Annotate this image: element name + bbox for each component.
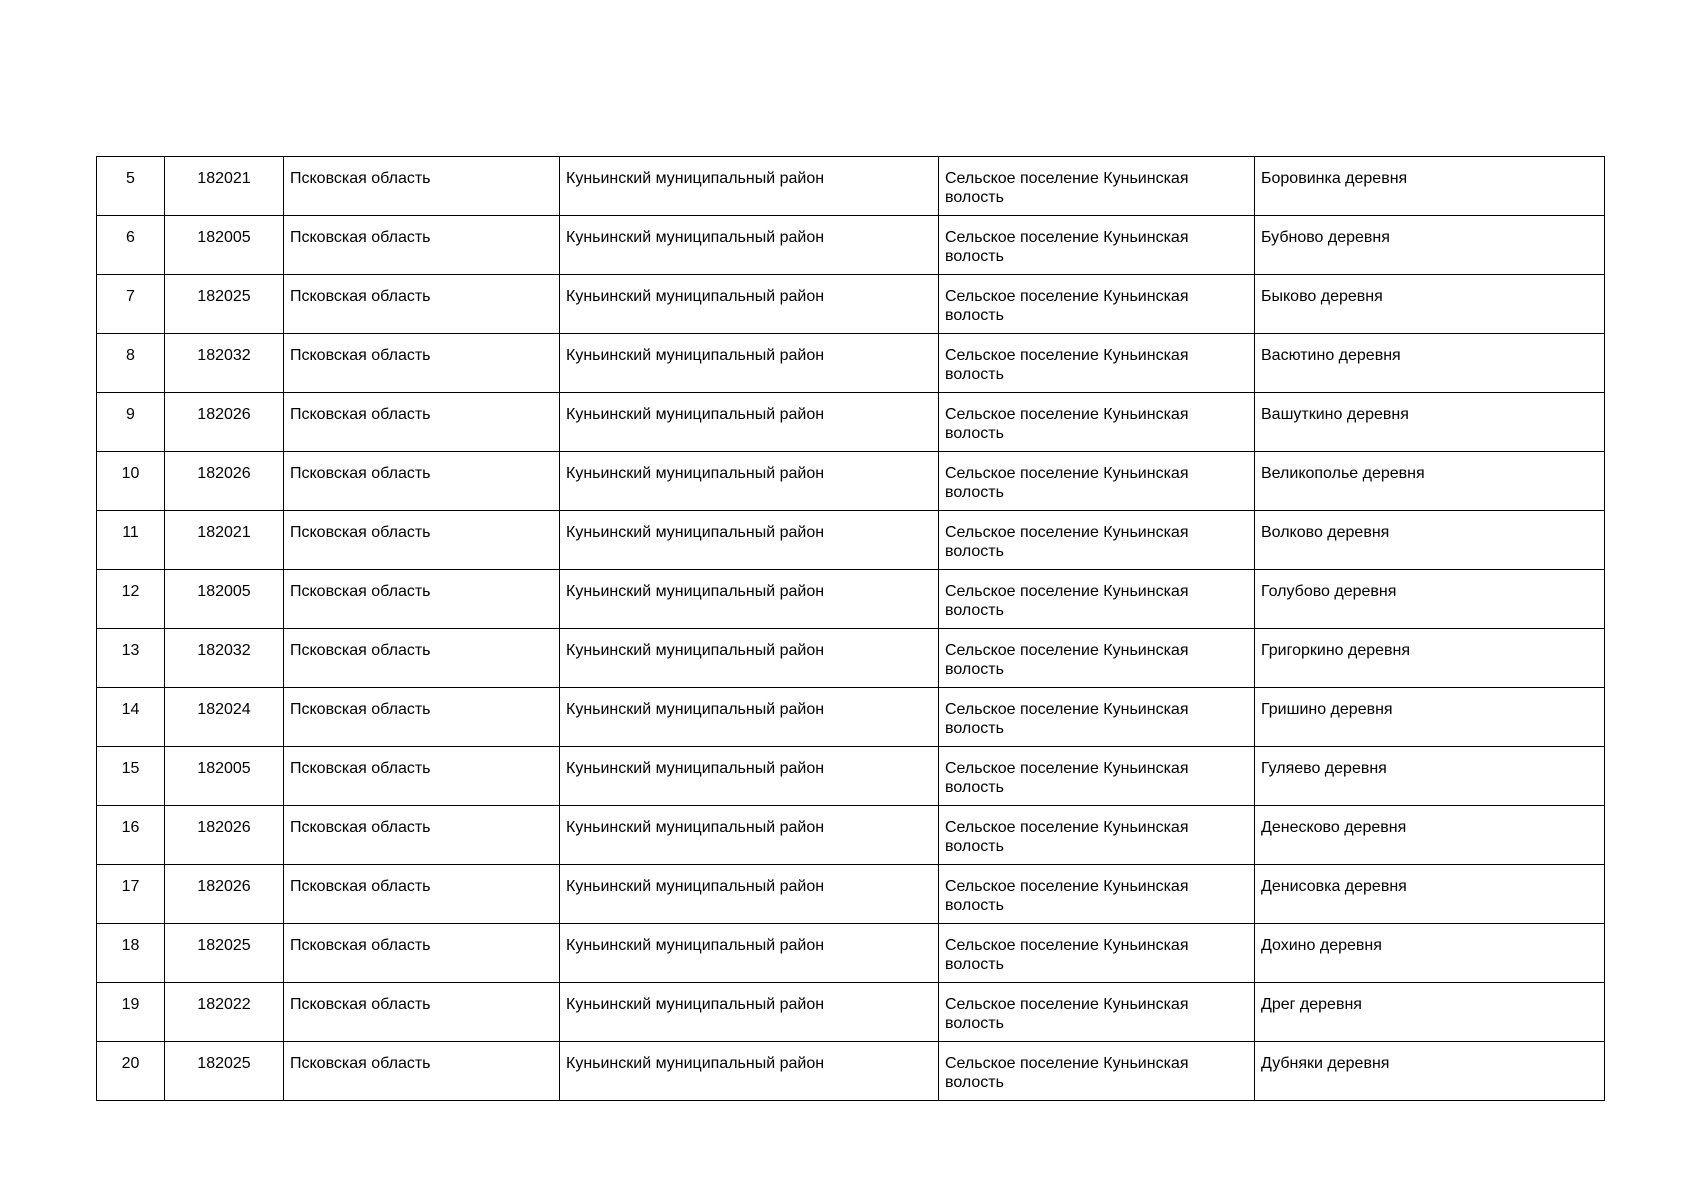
row-number-cell: 20 xyxy=(97,1042,165,1101)
settlement-cell: Сельское поселение Куньинская волость xyxy=(939,688,1255,747)
row-number-cell: 19 xyxy=(97,983,165,1042)
postal-code-cell: 182025 xyxy=(165,275,284,334)
postal-code-cell: 182025 xyxy=(165,1042,284,1101)
district-cell: Куньинский муниципальный район xyxy=(560,806,939,865)
region-cell: Псковская область xyxy=(284,865,560,924)
district-cell: Куньинский муниципальный район xyxy=(560,334,939,393)
locality-cell: Васютино деревня xyxy=(1255,334,1605,393)
settlement-cell: Сельское поселение Куньинская волость xyxy=(939,157,1255,216)
locality-cell: Гуляево деревня xyxy=(1255,747,1605,806)
row-number-cell: 15 xyxy=(97,747,165,806)
postal-code-cell: 182025 xyxy=(165,924,284,983)
row-number-cell: 14 xyxy=(97,688,165,747)
table-row xyxy=(97,983,1605,1042)
table-row xyxy=(97,629,1605,688)
postal-code-cell: 182022 xyxy=(165,983,284,1042)
table-row xyxy=(97,393,1605,452)
region-cell: Псковская область xyxy=(284,1042,560,1101)
district-cell: Куньинский муниципальный район xyxy=(560,452,939,511)
settlement-cell: Сельское поселение Куньинская волость xyxy=(939,216,1255,275)
table-row xyxy=(97,747,1605,806)
settlement-cell: Сельское поселение Куньинская волость xyxy=(939,806,1255,865)
region-cell: Псковская область xyxy=(284,688,560,747)
region-cell: Псковская область xyxy=(284,924,560,983)
district-cell: Куньинский муниципальный район xyxy=(560,983,939,1042)
locality-cell: Денисовка деревня xyxy=(1255,865,1605,924)
region-cell: Псковская область xyxy=(284,452,560,511)
table-row xyxy=(97,511,1605,570)
table-row xyxy=(97,806,1605,865)
postal-code-cell: 182026 xyxy=(165,865,284,924)
region-cell: Псковская область xyxy=(284,511,560,570)
postal-code-cell: 182005 xyxy=(165,747,284,806)
region-cell: Псковская область xyxy=(284,275,560,334)
locality-cell: Быково деревня xyxy=(1255,275,1605,334)
district-cell: Куньинский муниципальный район xyxy=(560,688,939,747)
row-number-cell: 5 xyxy=(97,157,165,216)
table-row xyxy=(97,334,1605,393)
table-row xyxy=(97,275,1605,334)
row-number-cell: 11 xyxy=(97,511,165,570)
region-cell: Псковская область xyxy=(284,747,560,806)
settlement-cell: Сельское поселение Куньинская волость xyxy=(939,629,1255,688)
postal-code-cell: 182024 xyxy=(165,688,284,747)
postal-code-cell: 182032 xyxy=(165,629,284,688)
region-cell: Псковская область xyxy=(284,157,560,216)
settlement-cell: Сельское поселение Куньинская волость xyxy=(939,275,1255,334)
row-number-cell: 16 xyxy=(97,806,165,865)
table-body xyxy=(97,157,1605,1101)
postal-code-cell: 182026 xyxy=(165,452,284,511)
district-cell: Куньинский муниципальный район xyxy=(560,924,939,983)
table-row xyxy=(97,216,1605,275)
row-number-cell: 7 xyxy=(97,275,165,334)
district-cell: Куньинский муниципальный район xyxy=(560,747,939,806)
region-cell: Псковская область xyxy=(284,216,560,275)
row-number-cell: 17 xyxy=(97,865,165,924)
postal-code-cell: 182032 xyxy=(165,334,284,393)
district-cell: Куньинский муниципальный район xyxy=(560,511,939,570)
table-row xyxy=(97,452,1605,511)
settlement-cell: Сельское поселение Куньинская волость xyxy=(939,1042,1255,1101)
locality-cell: Дубняки деревня xyxy=(1255,1042,1605,1101)
postal-code-cell: 182021 xyxy=(165,511,284,570)
district-cell: Куньинский муниципальный район xyxy=(560,865,939,924)
district-cell: Куньинский муниципальный район xyxy=(560,157,939,216)
district-cell: Куньинский муниципальный район xyxy=(560,393,939,452)
settlement-cell: Сельское поселение Куньинская волость xyxy=(939,511,1255,570)
locality-cell: Вашуткино деревня xyxy=(1255,393,1605,452)
district-cell: Куньинский муниципальный район xyxy=(560,1042,939,1101)
region-cell: Псковская область xyxy=(284,334,560,393)
locality-cell: Денесково деревня xyxy=(1255,806,1605,865)
settlement-cell: Сельское поселение Куньинская волость xyxy=(939,865,1255,924)
table-row xyxy=(97,688,1605,747)
row-number-cell: 13 xyxy=(97,629,165,688)
settlement-cell: Сельское поселение Куньинская волость xyxy=(939,334,1255,393)
row-number-cell: 10 xyxy=(97,452,165,511)
region-cell: Псковская область xyxy=(284,806,560,865)
table-row xyxy=(97,1042,1605,1101)
locality-cell: Бубново деревня xyxy=(1255,216,1605,275)
settlement-cell: Сельское поселение Куньинская волость xyxy=(939,983,1255,1042)
settlements-table xyxy=(96,156,1605,1101)
postal-code-cell: 182005 xyxy=(165,570,284,629)
settlement-cell: Сельское поселение Куньинская волость xyxy=(939,924,1255,983)
region-cell: Псковская область xyxy=(284,983,560,1042)
row-number-cell: 8 xyxy=(97,334,165,393)
postal-code-cell: 182005 xyxy=(165,216,284,275)
locality-cell: Гришино деревня xyxy=(1255,688,1605,747)
region-cell: Псковская область xyxy=(284,629,560,688)
row-number-cell: 18 xyxy=(97,924,165,983)
settlement-cell: Сельское поселение Куньинская волость xyxy=(939,452,1255,511)
table-row xyxy=(97,924,1605,983)
region-cell: Псковская область xyxy=(284,393,560,452)
district-cell: Куньинский муниципальный район xyxy=(560,570,939,629)
district-cell: Куньинский муниципальный район xyxy=(560,216,939,275)
row-number-cell: 6 xyxy=(97,216,165,275)
locality-cell: Великополье деревня xyxy=(1255,452,1605,511)
row-number-cell: 12 xyxy=(97,570,165,629)
locality-cell: Дрег деревня xyxy=(1255,983,1605,1042)
locality-cell: Григоркино деревня xyxy=(1255,629,1605,688)
postal-code-cell: 182021 xyxy=(165,157,284,216)
district-cell: Куньинский муниципальный район xyxy=(560,275,939,334)
table-row xyxy=(97,570,1605,629)
row-number-cell: 9 xyxy=(97,393,165,452)
settlement-cell: Сельское поселение Куньинская волость xyxy=(939,393,1255,452)
settlement-cell: Сельское поселение Куньинская волость xyxy=(939,747,1255,806)
district-cell: Куньинский муниципальный район xyxy=(560,629,939,688)
region-cell: Псковская область xyxy=(284,570,560,629)
locality-cell: Боровинка деревня xyxy=(1255,157,1605,216)
locality-cell: Голубово деревня xyxy=(1255,570,1605,629)
locality-cell: Дохино деревня xyxy=(1255,924,1605,983)
locality-cell: Волково деревня xyxy=(1255,511,1605,570)
table-row xyxy=(97,157,1605,216)
postal-code-cell: 182026 xyxy=(165,806,284,865)
postal-code-cell: 182026 xyxy=(165,393,284,452)
settlement-cell: Сельское поселение Куньинская волость xyxy=(939,570,1255,629)
table-row xyxy=(97,865,1605,924)
